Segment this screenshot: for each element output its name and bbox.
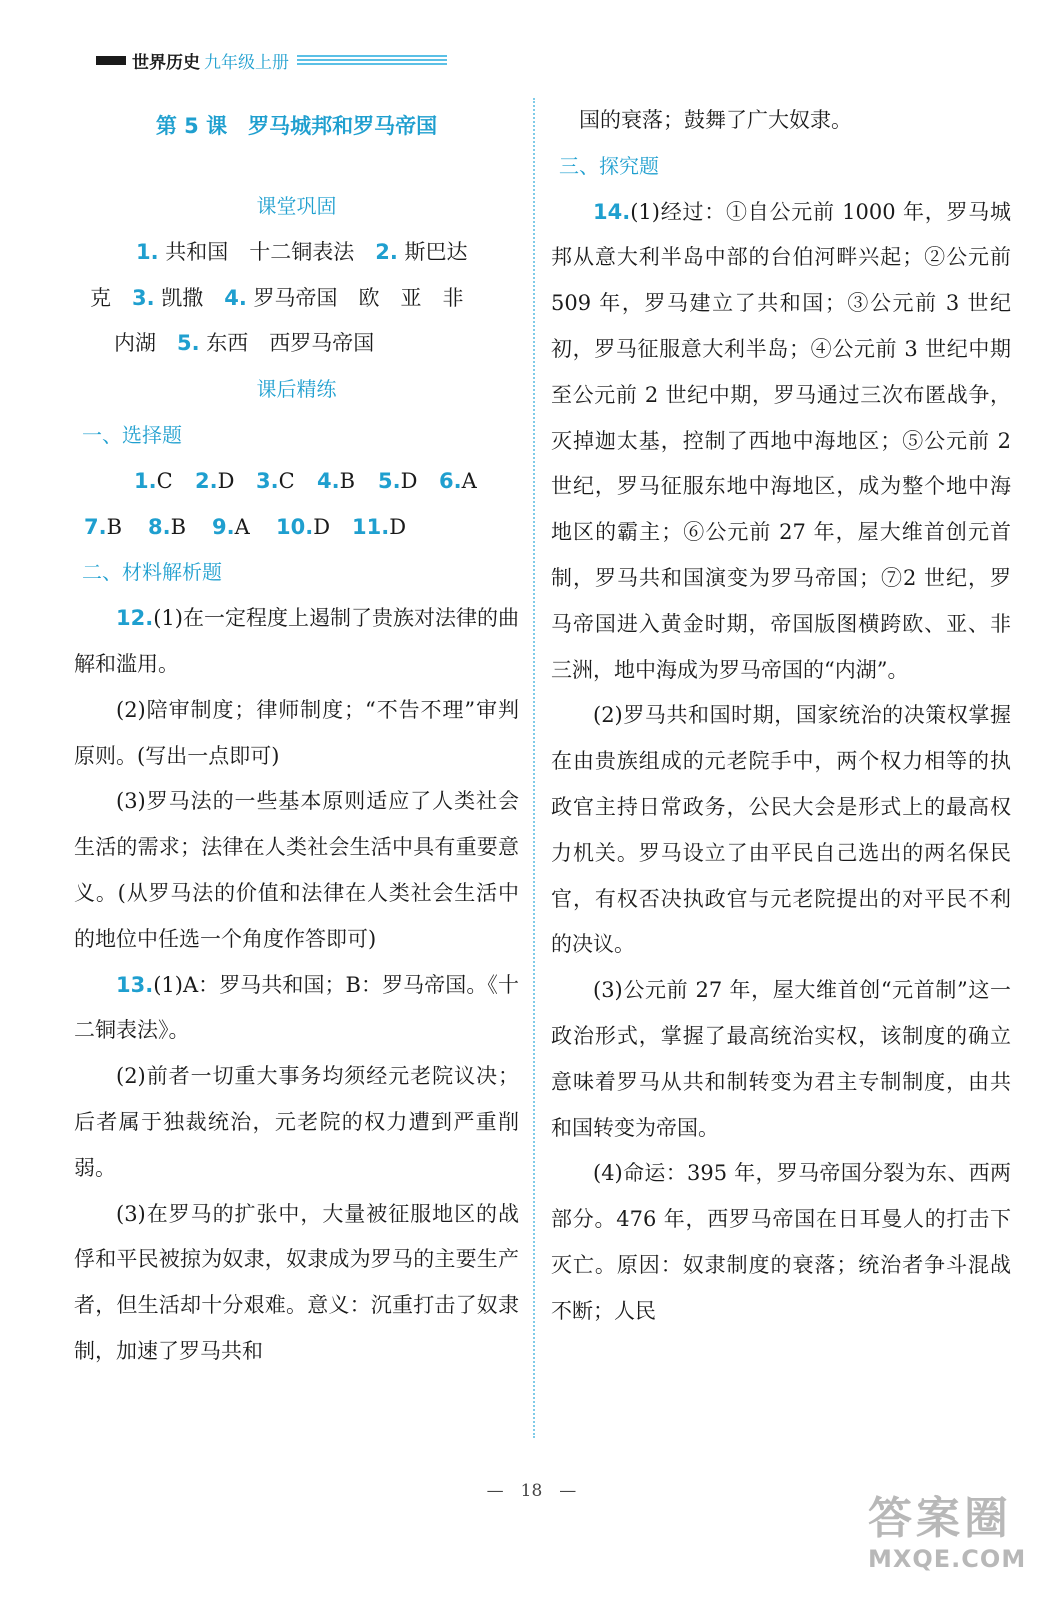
fill-line-2 [74,276,519,322]
mcq-answer [256,459,317,505]
answer-text: 罗马帝国 欧 亚 非 [246,285,464,310]
mcq-answer [195,459,256,505]
q13-part3: (3)在罗马的扩张中，大量被征服地区的战俘和平民被掠为奴隶，奴隶成为罗马的主要生产者，但生活却十分艰难。意义：沉重打击了奴隶制，加速了罗马共和 [74,1201,519,1363]
mcq-answer [212,505,276,551]
q-number: 9. [212,514,235,539]
q12-part1 [74,596,519,688]
answer-letter: D [217,468,235,493]
q13-part1 [74,963,519,1055]
q-number: 7. [84,514,107,539]
mcq-answer [276,505,352,551]
right-column [551,98,1011,1335]
lesson-title: 第 5 课 罗马城邦和罗马帝国 [155,114,438,138]
q-number: 2. [375,239,398,264]
section-choice: 一、选择题 [82,422,182,447]
answer-letter: D [389,514,407,539]
q14-part1 [551,190,1011,694]
q14-part3: (3)公元前 27 年，屋大维首创“元首制”这一政治形式，掌握了最高统治实权，该制度的确立意味着罗马从共和制转变为君主专制制度，由共和国转变为帝国。 [551,978,1011,1140]
title-gap [74,154,519,184]
answer-letter: C [156,468,173,493]
q14-part2: (2)罗马共和国时期，国家统治的决策权掌握在由贵族组成的元老院手中，两个权力相等的执政官主持日常政务，公民大会是形式上的最高权力机关。罗马设立了由平民自己选出的两名保民官，有权否决执政官与元老院提出的对平民不利的决议。 [551,703,1011,957]
q-number: 4. [317,468,340,493]
q-number: 14. [593,199,631,224]
watermark-cn: 答案圈 [868,1493,1012,1544]
q-number: 13. [116,972,154,997]
q-number: 11. [352,514,390,539]
header-lines-decoration [297,55,447,66]
q-number: 5. [378,468,401,493]
mcq-answer [134,459,195,505]
mcq-row [74,505,519,551]
answer-text: (1)在一定程度上遏制了贵族对法律的曲解和滥用。 [74,606,519,676]
q13-part2: (2)前者一切重大事务均须经元老院议决；后者属于独裁统治，元老院的权力遭到严重削弱。 [74,1064,519,1180]
q-number: 6. [439,468,462,493]
header-subject: 世界历史 [132,53,200,73]
answer-letter: B [106,514,123,539]
section-material: 二、材料解析题 [82,560,222,585]
answer-text: 东西 西罗马帝国 [199,331,375,356]
answer-text: (1)经过：①自公元前 1000 年，罗马城邦从意大利半岛中部的台伯河畔兴起；②公元前 509 年，罗马建立了共和国；③公元前 3 世纪初，罗马征服意大利半岛；④公元前 3 世纪中期至公元前 2 世纪中期，罗马通过三次布匿战争，灭掉迦太基，控制了西地中海地区；⑤公元前 2 世纪，罗马征服东地中海地区，成为整个地中海地区的霸主；⑥公元前 27 年，屋大维首创元首制，罗马共和国演变为罗马帝国；⑦2 世纪，罗马帝国进入黄金时期，帝国版图横跨欧、亚、非三洲，地中海成为罗马帝国的“内湖”。 [551,199,1011,682]
answer-text: 凯撒 [154,285,225,310]
q12-part3: (3)罗马法的一些基本原则适应了人类社会生活的需求；法律在人类社会生活中具有重要意义。(从罗马法的价值和法律在人类社会生活中的地位中任选一个角度作答即可) [74,789,519,951]
continued-text: 国的衰落；鼓舞了广大奴隶。 [579,108,852,132]
mcq-answer [317,459,378,505]
q-number: 2. [195,468,218,493]
mcq-row [74,459,519,505]
mcq-answer [148,505,212,551]
fill-line-3 [74,321,519,367]
mcq-answer [439,459,500,505]
answer-letter: B [170,514,187,539]
watermark-logo [868,1494,1043,1590]
answer-text: 内湖 [114,331,177,356]
watermark-en: MXQE.COM [868,1545,1027,1573]
answer-text: 斯巴达 [397,239,468,264]
column-divider [533,98,535,1438]
mcq-answer [378,459,439,505]
q12-part2: (2)陪审制度；律师制度；“不告不理”审判原则。(写出一点即可) [74,697,519,768]
q-number: 5. [177,331,200,356]
section-consolidate: 课堂巩固 [256,194,337,218]
section-practice: 课后精练 [256,377,337,402]
running-header [96,48,447,73]
answer-letter: C [278,468,295,493]
q-number: 10. [276,514,314,539]
mcq-answer [84,505,148,551]
header-bar-decoration [96,56,126,65]
answer-letter: A [234,514,250,539]
q14-part4: (4)命运：395 年，罗马帝国分裂为东、西两部分。476 年，西罗马帝国在日耳曼人的打击下灭亡。原因：奴隶制度的衰落；统治者争斗混战不断；人民 [551,1161,1011,1323]
page-number: — 18 — [486,1481,577,1501]
answer-letter: D [313,514,331,539]
header-grade: 九年级上册 [204,53,289,73]
q-number: 8. [148,514,171,539]
answer-text: (1)A：罗马共和国；B：罗马帝国。《十二铜表法》。 [74,972,519,1043]
answer-letter: A [461,468,477,493]
answer-letter: D [400,468,418,493]
mcq-answer [352,505,428,551]
answer-text: 克 [90,285,132,310]
section-explore: 三、探究题 [559,153,659,178]
q-number: 12. [116,606,154,631]
q-number: 3. [256,468,279,493]
fill-line-1 [74,230,519,276]
answer-letter: B [339,468,356,493]
left-column [74,98,519,1375]
q-number: 4. [224,285,247,310]
q-number: 1. [136,239,159,264]
q-number: 3. [132,285,155,310]
q-number: 1. [134,468,157,493]
answer-text: 共和国 十二铜表法 [158,239,376,264]
